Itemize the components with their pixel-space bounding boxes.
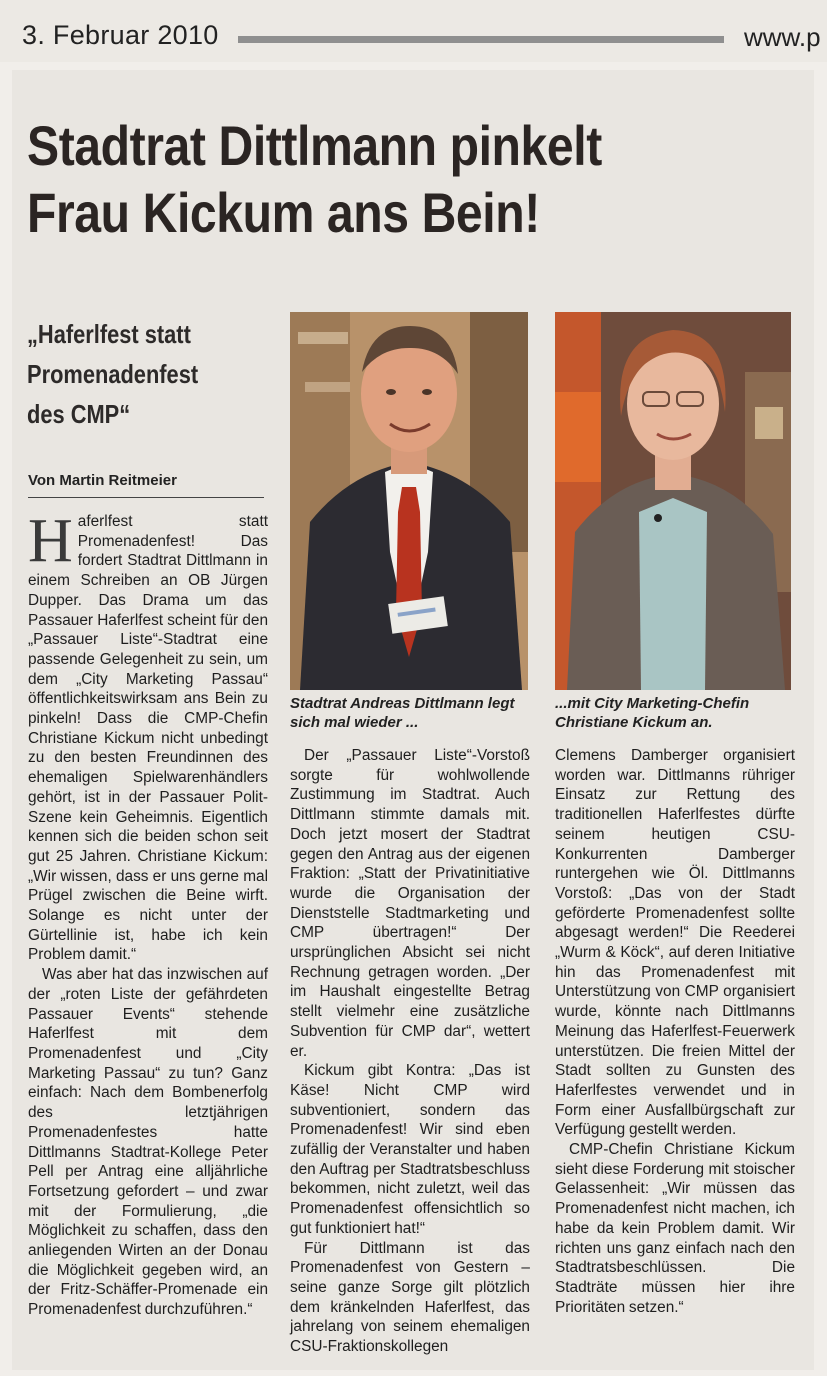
paragraph: Was aber hat das inzwischen auf der „roten Liste der gefährdeten Passauer Events“ stehende Haferlfest mit dem Promenadenfest und „City Marketing Passau“ zu tun? Ganz einfach: Nach dem Bombenerfolg des letztjährigen Promenadenfestes hatte Dittlmanns Stadtrat-Kollege Peter Pell per Antrag eine alljährliche Fortsetzung gefordert – und zwar mit der Formulierung, „die Möglichkeit zu schaffen, dass den anliegenden Wirten an der Donau die Möglichkeit gegeben wird, an der Fritz-Schäffer-Promenade ein Promenadenfest durchzuführen.“ (28, 966, 268, 1319)
header-rule (238, 36, 724, 43)
paragraph: Clemens Damberger organisiert worden war. Dittlmanns rühriger Einsatz zur Rettung des traditionellen Haferlfestes dürfte seinem heutigen CSU-Konkurrenten Damberger runtergehen wie Öl. Dittlmanns Vorstoß: „Das von der Stadt geförderte Promenadenfest sollte abgesagt werden!“ Die Reederei „Wurm & Köck“, auf deren Initiative hin das Promenadenfest mit Unterstützung von CMP organisiert wurde, könnte nach Dittlmanns Meinung das Haferlfest-Feuerwerk unterstützen. Die freien Mittel der Stadt sollten zu Gunsten des Haferlfestes verwendet und in Form einer Ausfallbürgschaft zur Verfügung gestellt werden. (555, 747, 795, 1139)
issue-date: 3. Februar 2010 (22, 20, 219, 50)
subheadline: „Haferlfest statt Promenadenfest des CMP“ (27, 319, 199, 429)
drop-cap: H (28, 507, 73, 575)
headline: Stadtrat Dittlmann pinkelt Frau Kickum ans Bein! (27, 114, 602, 244)
website-url: www.p (744, 22, 821, 52)
paragraph: CMP-Chefin Christiane Kickum sieht diese Forderung mit stoischer Gelassenheit: „Wir müssen das Promenadenfest nicht machen, ich habe da kein Problem damit. Wir richten uns ganz einfach nach den Stadtratsbeschlüssen. Die Stadträte müssen hier ihre Prioritäten setzen.“ (555, 1141, 795, 1316)
article-column-2 (290, 746, 530, 1357)
paragraph: Der „Passauer Liste“-Vorstoß sorgte für wohlwollende Zustimmung im Stadtrat. Auch Dittlmann stimmte damals mit. Doch jetzt mosert der Stadtrat gegen den Antrag aus der eigenen Fraktion: „Statt der Privatinitiative wurde die Organisation der Dienststelle Stadtmarketing und CMP übertragen!“ Der ursprünglichen Absicht sei nicht Rechnung getragen worden. „Der im Haushalt eingestellte Betrag stellt vielmehr eine zusätzliche Subvention für CMP dar“, wettert er. (290, 747, 530, 1060)
paragraph-text: aferlfest statt Promenadenfest! Das fordert Stadtrat Dittlmann in einem Schreiben an OB Jürgen Dupper. Das Drama um das Passauer Haferlfest scheint für den „Passauer Liste“-Stadtrat eine passende Gelegenheit zu sein, um dem „City Marketing Passau“ öffentlichkeitswirksam ans Bein zu pinkeln! Dass die CMP-Chefin Christiane Kickum nicht unbedingt zu den besten Freundinnen des ehemaligen Spielwarenhändlers gehört, ist in der Passauer Polit-Szene kein Geheimnis. Eigentlich kennen sich die beiden schon seit gut 25 Jahren. Christiane Kickum: „Wir wissen, dass er uns gerne mal Prügel zwischen die Beine wirft. Solange es nicht unter der Gürtellinie ist, habe ich kein Problem damit.“ (28, 513, 268, 964)
article-column-3 (555, 746, 795, 1317)
paragraph: Kickum gibt Kontra: „Das ist Käse! Nicht CMP wird subventioniert, sondern das Promenadenfest! Wir sind eben zufällig der Veranstalter und haben den Auftrag per Stadtratsbeschluss bekommen, nicht zuletzt, weil das Promenadenfest offensichtlich so gut funktioniert hat!“ (290, 1062, 530, 1237)
page-header (0, 0, 827, 62)
byline: Von Martin Reitmeier (28, 472, 264, 498)
photo-dittlmann-image (290, 312, 528, 690)
paragraph: Für Dittlmann ist das Promenadenfest von Gestern – seine ganze Sorge gilt plötzlich dem kränkelnden Haferlfest, das jahrelang von seinem ehemaligen CSU-Fraktionskollegen (290, 1239, 530, 1356)
article-column-1 (28, 507, 268, 1320)
photo-caption-left: Stadtrat Andreas Dittlmann legt sich mal wieder ... (290, 695, 515, 731)
photo-kickum (555, 312, 791, 690)
photo-caption-right: ...mit City Marketing-Chefin Christiane Kickum an. (555, 695, 750, 731)
photo-kickum-image (555, 312, 791, 690)
paragraph (28, 507, 268, 965)
photo-dittlmann (290, 312, 528, 690)
